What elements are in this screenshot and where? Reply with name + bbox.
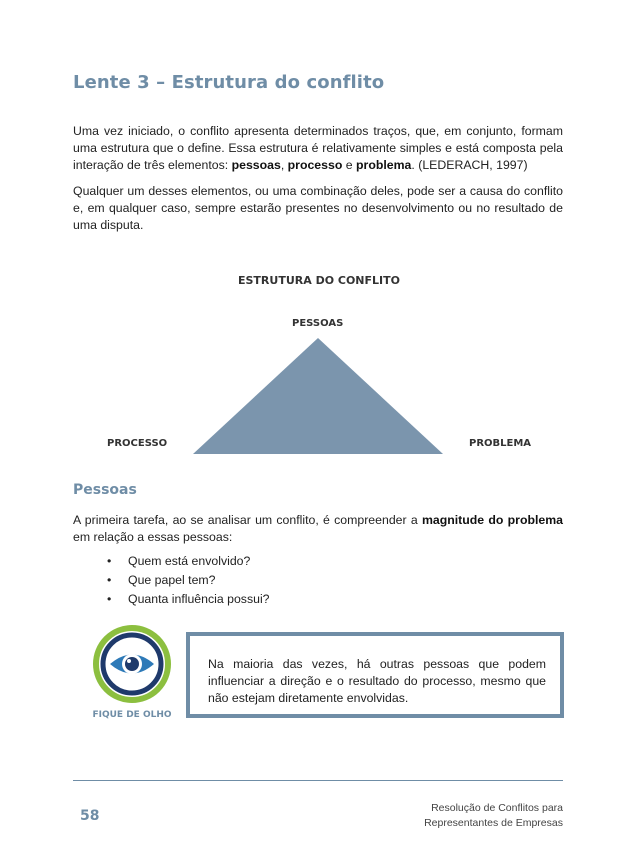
- diagram-label-processo: PROCESSO: [107, 438, 168, 449]
- pessoas-paragraph: [73, 512, 563, 546]
- term-pessoas: pessoas: [231, 158, 281, 172]
- bullet-mark: •: [107, 573, 112, 587]
- footer-divider: [73, 780, 563, 781]
- list-item-text: Que papel tem?: [128, 573, 216, 587]
- page-number: 58: [80, 808, 100, 824]
- question-list: [107, 552, 270, 609]
- pessoas-text: A primeira tarefa, ao se analisar um conflito, é compreender a: [73, 513, 422, 527]
- list-item: [107, 590, 270, 609]
- bullet-mark: •: [107, 554, 112, 568]
- list-item: [107, 571, 270, 590]
- callout-box: [186, 632, 564, 718]
- intro-paragraph-2: Qualquer um desses elementos, ou uma combinação deles, pode ser a causa do conflito e, em qualquer caso, sempre estarão presentes no desenvolvimento ou no resultado de uma disputa.: [73, 184, 563, 232]
- term-problema: problema: [356, 158, 412, 172]
- term-processo: processo: [287, 158, 343, 172]
- diagram-label-problema: PROBLEMA: [469, 438, 532, 449]
- separator: ,: [280, 158, 288, 172]
- diagram-label-pessoas: PESSOAS: [292, 318, 344, 329]
- term-magnitude: magnitude do problema: [421, 513, 564, 527]
- eye-icon: [93, 625, 171, 703]
- triangle-shape: [193, 338, 443, 454]
- footer-publication-title: [424, 801, 563, 831]
- citation: . (LEDERACH, 1997): [411, 158, 528, 172]
- intro-text: Uma vez iniciado, o conflito apresenta determinados traços, que, em conjunto, formam uma estrutura que o define. Essa estrutura é relativamente simples e está composta pela interação de três elementos:: [73, 124, 563, 172]
- list-item: [107, 552, 270, 571]
- conflict-structure-triangle: [190, 336, 445, 456]
- footer-line-1: Resolução de Conflitos para: [431, 802, 563, 814]
- intro-paragraph-1: [73, 123, 563, 174]
- footer-line-2: Representantes de Empresas: [424, 817, 563, 829]
- fique-de-olho-label: FIQUE DE OLHO: [92, 710, 172, 720]
- diagram-title: ESTRUTURA DO CONFLITO: [237, 274, 400, 287]
- list-item-text: Quanta influência possui?: [128, 592, 270, 606]
- subsection-heading-pessoas: Pessoas: [73, 482, 137, 498]
- bullet-mark: •: [107, 592, 112, 606]
- list-item-text: Quem está envolvido?: [128, 554, 251, 568]
- pessoas-text-end: em relação a essas pessoas:: [73, 530, 233, 544]
- separator: e: [342, 158, 357, 172]
- callout-text: Na maioria das vezes, há outras pessoas que podem influenciar a direção e o resultado do processo, mesmo que não estejam diretamente envolvidas.: [208, 657, 546, 705]
- section-heading: Lente 3 – Estrutura do conflito: [73, 72, 385, 93]
